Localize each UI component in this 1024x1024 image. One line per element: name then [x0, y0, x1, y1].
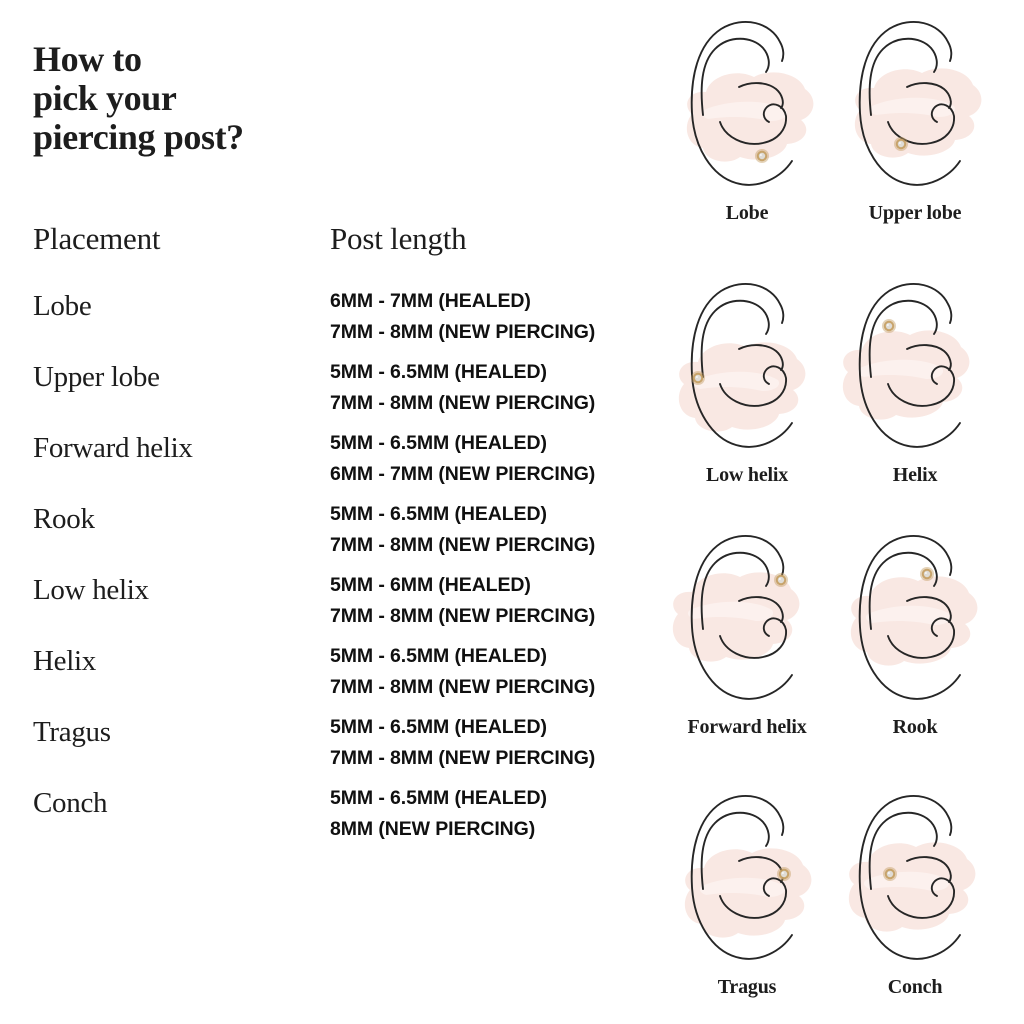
post-length-column-header: Post length: [330, 221, 467, 256]
ear-illustration: [844, 16, 974, 196]
ear-figure-low-helix: [662, 278, 832, 487]
stud-earring-icon: [894, 137, 908, 151]
new-piercing-length: 7MM - 8MM (NEW PIERCING): [330, 605, 596, 627]
new-piercing-length: 7MM - 8MM (NEW PIERCING): [330, 747, 596, 769]
placement-name: Forward helix: [33, 432, 193, 464]
new-piercing-length: 6MM - 7MM (NEW PIERCING): [330, 463, 596, 485]
ear-label: Rook: [892, 716, 938, 738]
table-row-low-helix: [33, 570, 653, 641]
ear-illustration: [676, 790, 806, 970]
healed-length: 5MM - 6.5MM (HEALED): [330, 787, 547, 809]
page-title-line-2: pick your: [33, 78, 177, 118]
table-row-conch: [33, 783, 653, 854]
ear-illustration: [844, 278, 974, 458]
ear-figure-upper-lobe: [830, 16, 1000, 225]
table-row-helix: [33, 641, 653, 712]
post-length-values: [330, 357, 595, 419]
healed-length: 5MM - 6.5MM (HEALED): [330, 361, 547, 383]
post-length-values: [330, 570, 595, 632]
healed-length: 5MM - 6.5MM (HEALED): [330, 716, 547, 738]
table-row-forward-helix: [33, 428, 653, 499]
table-row-tragus: [33, 712, 653, 783]
placement-name: Low helix: [33, 574, 149, 606]
stud-earring-icon: [691, 371, 705, 385]
placement-name: Lobe: [33, 290, 92, 322]
ear-illustration: [676, 530, 806, 710]
healed-length: 5MM - 6.5MM (HEALED): [330, 432, 547, 454]
ear-label: Conch: [887, 976, 943, 998]
placement-table: [33, 286, 653, 854]
table-row-lobe: [33, 286, 653, 357]
ear-label: Lobe: [725, 202, 769, 224]
ear-label: Forward helix: [687, 716, 807, 738]
ear-illustration: [844, 790, 974, 970]
stud-earring-icon: [774, 573, 788, 587]
ear-figure-conch: [830, 790, 1000, 999]
table-row-upper-lobe: [33, 357, 653, 428]
page-title-line-1: How to: [33, 39, 142, 79]
ear-illustration: [676, 16, 806, 196]
stud-earring-icon: [882, 319, 896, 333]
healed-length: 5MM - 6.5MM (HEALED): [330, 645, 547, 667]
placement-name: Conch: [33, 787, 108, 819]
placement-name: Tragus: [33, 716, 111, 748]
ear-label: Low helix: [705, 464, 789, 486]
new-piercing-length: 7MM - 8MM (NEW PIERCING): [330, 392, 596, 414]
post-length-values: [330, 783, 547, 845]
placement-name: Helix: [33, 645, 96, 677]
new-piercing-length: 7MM - 8MM (NEW PIERCING): [330, 321, 596, 343]
post-length-values: [330, 499, 595, 561]
ear-label: Helix: [892, 464, 938, 486]
ear-figure-tragus: [662, 790, 832, 999]
ear-illustration: [844, 530, 974, 710]
stud-earring-icon: [777, 867, 791, 881]
page-title: [33, 40, 244, 157]
post-length-values: [330, 712, 595, 774]
ear-figure-rook: [830, 530, 1000, 739]
stud-earring-icon: [920, 567, 934, 581]
post-length-values: [330, 641, 595, 703]
new-piercing-length: 7MM - 8MM (NEW PIERCING): [330, 534, 596, 556]
stud-earring-icon: [755, 149, 769, 163]
new-piercing-length: 8MM (NEW PIERCING): [330, 818, 536, 840]
ear-figure-helix: [830, 278, 1000, 487]
ear-label: Upper lobe: [868, 202, 962, 224]
placement-name: Upper lobe: [33, 361, 160, 393]
ear-figure-forward-helix: [662, 530, 832, 739]
post-length-values: [330, 286, 595, 348]
placement-name: Rook: [33, 503, 95, 535]
new-piercing-length: 7MM - 8MM (NEW PIERCING): [330, 676, 596, 698]
table-row-rook: [33, 499, 653, 570]
healed-length: 6MM - 7MM (HEALED): [330, 290, 531, 312]
healed-length: 5MM - 6MM (HEALED): [330, 574, 531, 596]
ear-illustration: [676, 278, 806, 458]
page-title-line-3: piercing post?: [33, 117, 244, 157]
ear-figure-lobe: [662, 16, 832, 225]
post-length-values: [330, 428, 595, 490]
ear-label: Tragus: [717, 976, 777, 998]
placement-column-header: Placement: [33, 221, 161, 256]
stud-earring-icon: [883, 867, 897, 881]
healed-length: 5MM - 6.5MM (HEALED): [330, 503, 547, 525]
